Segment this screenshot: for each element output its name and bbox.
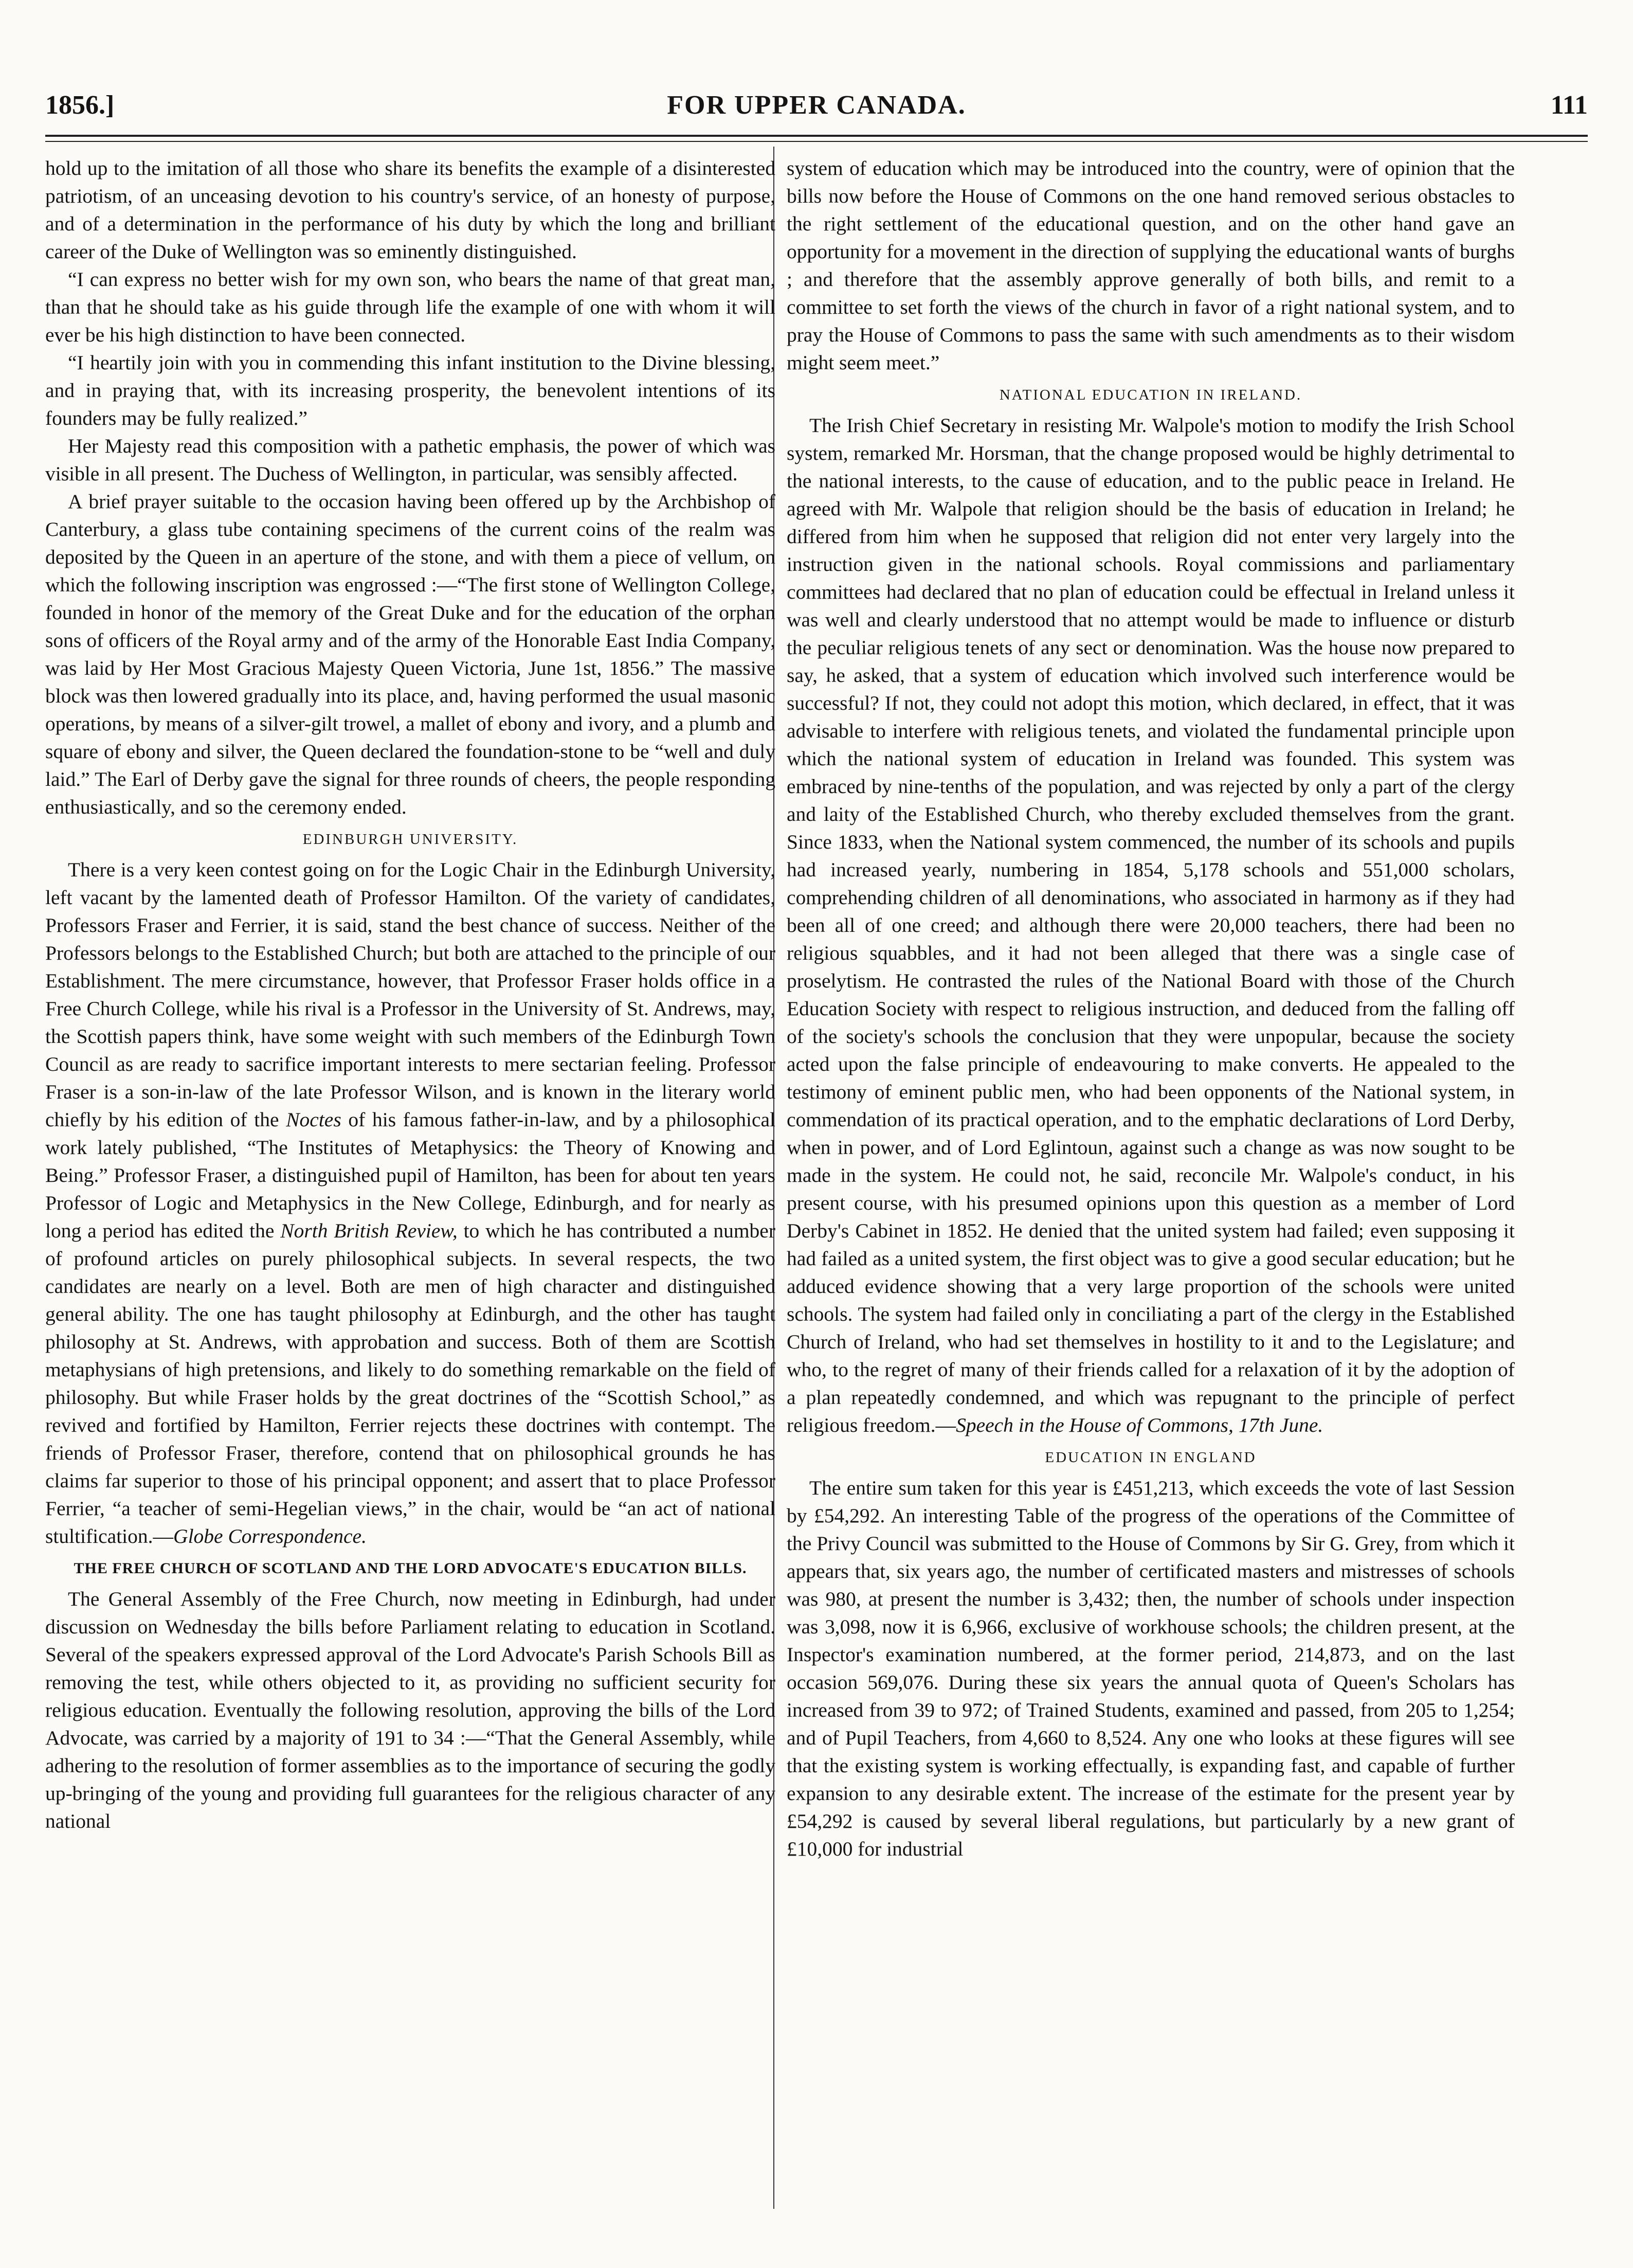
italic-title-noctes: Noctes (286, 1108, 341, 1131)
text-run: The Irish Chief Secretary in resisting Mr. Walpole's motion to modify the Irish School system, remarked Mr. Horsman, that the change proposed would be highly detrimental to the national interests, to the cause of education, and to the public peace in Ireland. He agreed with Mr. Walpole that religion should be the basis of education in Ireland; he differed from him when he supposed that religion did not enter very largely into the instruction given in the national schools. Royal commissions and parliamentary committees had declared that no plan of education could be effectual in Ireland unless it was well and clearly understood that no attempt would be made to influence or disturb the peculiar religious tenets of any sect or denomination. Was the house now prepared to say, he asked, that a system of education which involved such interference would be successful? If not, they could not adopt this motion, which declared, in effect, that it was advisable to interfere with religious tenets, and violated the fundamental principle upon which the national system of education in Ireland was founded. This system was embraced by nine-tenths of the population, and was rejected by only a part of the clergy and laity of the Established Church, who thereby excluded themselves from the grant. Since 1833, when the National system commenced, the number of its schools and pupils had increased yearly, numbering in 1854, 5,178 schools and 551,000 scholars, comprehending children of all denominations, who associated in harmony as if they had been all of one creed; and although there were 20,000 teachers, there had been no religious squabbles, and it had not been alleged that there was a single case of proselytism. He contrasted the rules of the National Board with those of the Church Education Society with respect to religious instruction, and deduced from the falling off of the society's schools the conclusion that they were unpopular, because the society acted upon the false principle of endeavouring to make converts. He appealed to the testimony of eminent public men, who had been opponents of the National system, in commendation of its practical operation, and to the emphatic declarations of Lord Derby, when in power, and of Lord Eglintoun, against such a change as was now sought to be made in the system. He could not, he said, reconcile Mr. Walpole's conduct, in his present course, with his presumed opinions upon this question as a member of Lord Derby's Cabinet in 1852. He denied that the united system had failed; even supposing it had failed as a united system, the first object was to give a good secular education; but he adduced evidence showing that a very large proportion of the schools were united schools. The system had failed only in conciliating a part of the clergy in the Established Church of Ireland, who had set themselves in hostility to it and to the Legislature; and who, to the regret of many of their friends called for a relaxation of it by the adoption of a plan repeatedly condemned, and which was repugnant to the principle of perfect religious freedom.— (787, 414, 1515, 1436)
source-credit: Globe Correspondence. (173, 1525, 367, 1547)
paragraph-ireland (787, 411, 1515, 1439)
section-heading-free-church: THE FREE CHURCH OF SCOTLAND AND THE LORD ADVOCATE'S EDUCATION BILLS. (74, 1560, 747, 1577)
paragraph-edinburgh (45, 856, 775, 1550)
paragraph: Her Majesty read this composition with a pathetic emphasis, the power of which was visible in all present. The Duchess of Wellington, in particular, was sensibly affected. (45, 435, 775, 485)
section-heading-edinburgh: EDINBURGH UNIVERSITY. (302, 831, 518, 848)
section-heading-england: EDUCATION IN ENGLAND (1045, 1449, 1257, 1466)
text-run: to which he has contributed a number of profound articles on purely philosophical subjects. In several respects, the two candidates are nearly on a level. Both are men of high character and distinguished general ability. The one has taught philosophy at Edinburgh, and the other has taught philosophy at St. Andrews, with approbation and success. Both of them are Scottish metaphysians of high pretensions, and likely to do something remarkable on the field of philosophy. But while Fraser holds by the great doctrines of the “Scottish School,” as revived and fortified by Hamilton, Ferrier rejects these doctrines with contempt. The friends of Professor Fraser, therefore, contend that on philosophical grounds he has claims far superior to those of his principal opponent; and assert that to place Professor Ferrier, “a teacher of semi-Hegelian views,” in the chair, would be “an act of national stultification.— (45, 1219, 775, 1547)
paragraph-free-church: The General Assembly of the Free Church, now meeting in Edinburgh, had under discussion on Wednesday the bills before Parliament relating to education in Scotland. Several of the speakers expressed approval of the Lord Advocate's Parish Schools Bill as removing the test, while others objected to it, as providing no sufficient security for religious education. Eventually the following resolution, approving the bills of the Lord Advocate, was carried by a majority of 191 to 34 :—“That the General Assembly, while adhering to the resolution of former assemblies as to the importance of securing the godly up-bringing of the young and providing full guarantees for the religious character of any national (45, 1588, 775, 1832)
text-run: of his famous father-in-law, and by a philosophical work lately published, “The Institutes of Metaphysics: the Theory of Knowing and Being.” Professor Fraser, a distinguished pupil of Hamilton, has been for about ten years Professor of Logic and Metaphysics in the New College, Edinburgh, and for nearly as long a period has edited the (45, 1108, 776, 1242)
paragraph: “I can express no better wish for my own son, who bears the name of that great man, than that he should take as his guide through life the example of one with whom it will ever be his high distinction to have been connected. (45, 268, 775, 346)
header-rule-thick (45, 135, 1588, 137)
header-title: FOR UPPER CANADA. (667, 91, 966, 120)
section-heading-ireland: NATIONAL EDUCATION IN IRELAND. (999, 387, 1302, 403)
left-column (45, 154, 775, 1835)
header-rule-thin (45, 141, 1588, 142)
paragraph: A brief prayer suitable to the occasion having been offered up by the Archbishop of Canterbury, a glass tube containing specimens of the current coins of the realm was deposited by the Queen in an aperture of the stone, and with them a piece of vellum, on which the following inscription was engrossed :—“The first stone of Wellington College, founded in honor of the memory of the Great Duke and for the education of the orphan sons of officers of the Royal army and of the army of the Honorable East India Company, was laid by Her Most Gracious Majesty Queen Victoria, June 1st, 1856.” The massive block was then lowered gradually into its place, and, having performed the usual masonic operations, by means of a silver-gilt trowel, a mallet of ebony and ivory, and a plumb and square of ebony and silver, the Queen declared the foundation-stone to be “well and duly laid.” The Earl of Derby gave the signal for three rounds of cheers, the people responding enthusiastically, and so the ceremony ended. (45, 490, 775, 818)
paragraph: hold up to the imitation of all those who share its benefits the example of a disinterested patriotism, of an unceasing devotion to his country's service, of an honesty of purpose, and of a determination in the performance of his duty by which the long and brilliant career of the Duke of Wellington was so eminently distinguished. (45, 157, 775, 263)
paragraph: “I heartily join with you in commending this infant institution to the Divine blessing, and in praying that, with its increasing prosperity, the benevolent intentions of its founders may be fully realized.” (45, 351, 775, 429)
paragraph-england: The entire sum taken for this year is £451,213, which exceeds the vote of last Session by £54,292. An interesting Table of the progress of the operations of the Committee of the Privy Council was submitted to the House of Commons by Sir G. Grey, from which it appears that, six years ago, the number of certificated masters and mistresses of schools was 980, at present the number is 3,432; then, the number of schools under inspection was 3,098, now it is 6,966, exclusive of workhouse schools; the children present, at the Inspector's examination numbered, at the former period, 214,873, and on the last occasion 569,076. During these six years the annual quota of Queen's Scholars has increased from 39 to 972; of Trained Students, examined and passed, from 205 to 1,254; and of Pupil Teachers, from 4,660 to 8,524. Any one who looks at these figures will see that the existing system is working effectually, is expanding fast, and capable of further expansion to any desirable extent. The increase of the estimate for the present year by £54,292 is caused by several liberal regulations, but particularly by a new grant of £10,000 for industrial (787, 1477, 1515, 1860)
source-credit: Speech in the House of Commons, 17th June. (956, 1414, 1323, 1436)
text-run: There is a very keen contest going on for the Logic Chair in the Edinburgh University, left vacant by the lamented death of Professor Hamilton. Of the variety of candidates, Professors Fraser and Ferrier, it is said, stand the best chance of success. Neither of the Professors belongs to the Established Church; but both are attached to the principle of our Establishment. The mere circumstance, however, that Professor Fraser holds office in a Free Church College, while his rival is a Professor in the University of St. Andrews, may, the Scottish papers think, have some weight with such members of the Edinburgh Town Council as are ready to sacrifice important interests to mere sectarian feeling. Professor Fraser is a son-in-law of the late Professor Wilson, and is known in the literary world chiefly by his edition of the (45, 858, 775, 1131)
header-date: 1856.] (45, 91, 115, 120)
italic-title-review: North British Review, (280, 1219, 458, 1242)
page-number: 111 (1550, 91, 1588, 120)
right-column (787, 154, 1515, 1863)
paragraph: system of education which may be introduced into the country, were of opinion that the bills now before the House of Commons on the one hand removed serious obstacles to the right settlement of the educational question, and on the other hand gave an opportunity for a movement in the direction of supplying the educational wants of burghs ; and therefore that the assembly approve generally of both bills, and remit to a committee to set forth the views of the church in favor of a right national system, and to pray the House of Commons to pass the same with such amendments as to their wisdom might seem meet.” (787, 157, 1515, 374)
running-header (45, 82, 1588, 129)
